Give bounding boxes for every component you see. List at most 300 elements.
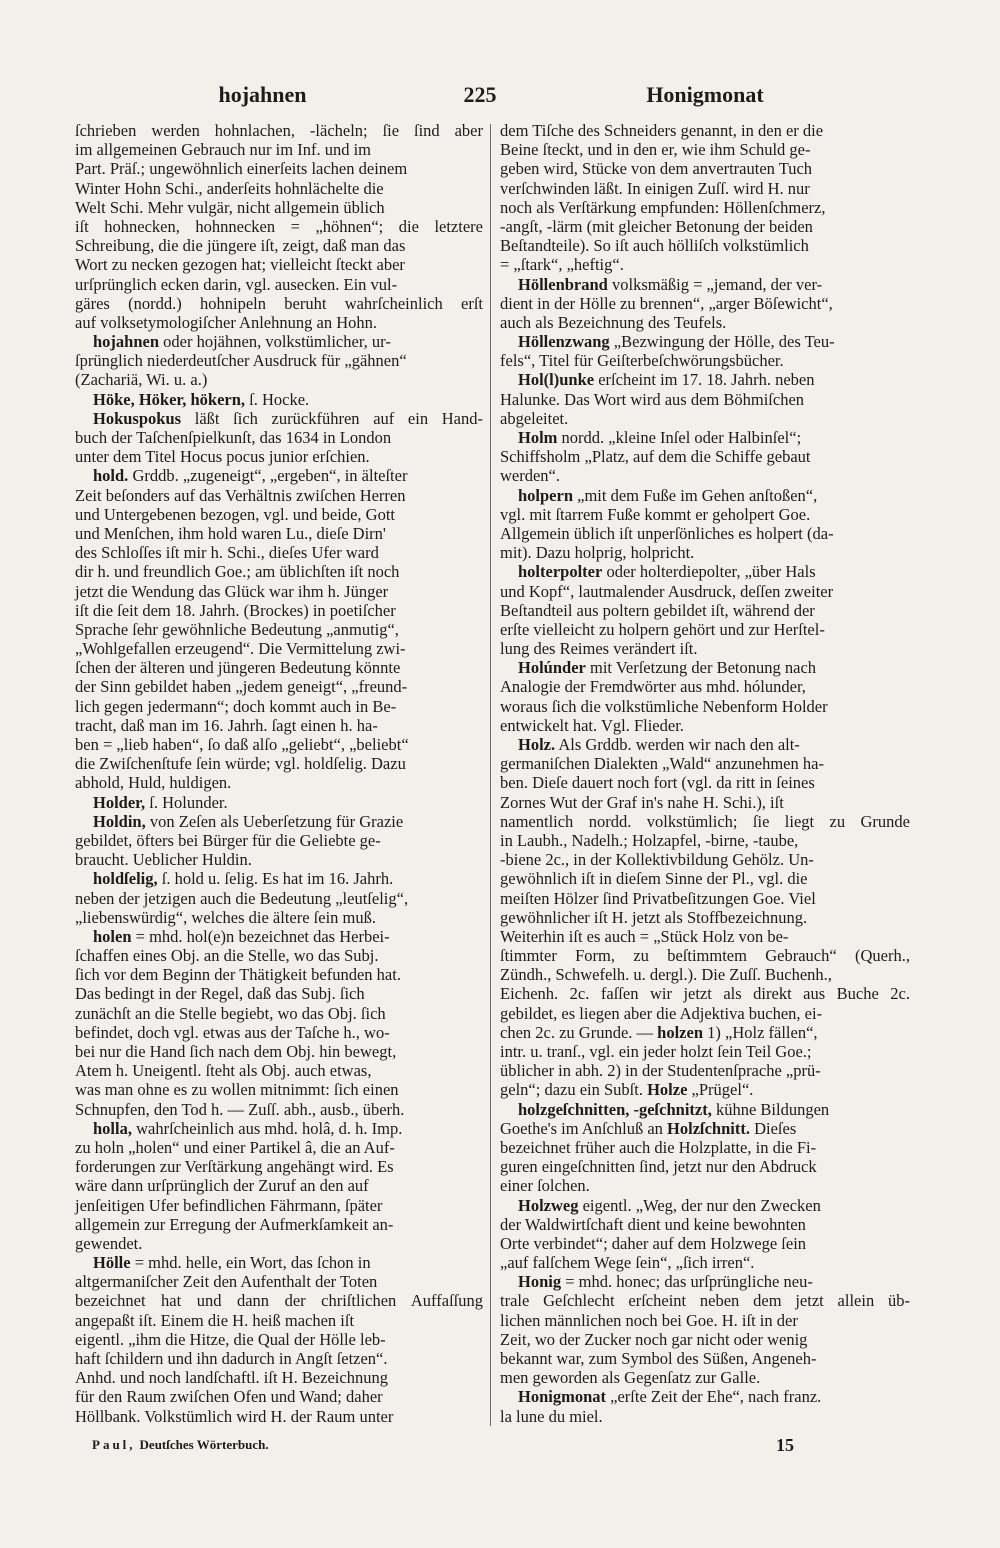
text-line [500, 1291, 910, 1310]
text-line [75, 1234, 483, 1253]
line-text: haft ſchildern und ihn dadurch in Angſt ſetzen“. [75, 1349, 388, 1368]
text-line [500, 351, 910, 370]
column-divider [490, 124, 491, 1426]
line-text: Holz. Als Grddb. werden wir nach den alt- [518, 735, 800, 754]
line-text: geben wird, Stücke von dem anvertrauten Tuch [500, 159, 813, 179]
left-column [75, 121, 483, 1426]
text-line [75, 793, 483, 812]
footer-author: Paul, [92, 1437, 136, 1452]
text-line [75, 889, 483, 908]
text-line [75, 677, 483, 696]
text-line [75, 1061, 483, 1080]
text-line [500, 332, 910, 351]
line-text: der Waldwirtſchaft dient und keine bewohnten [500, 1214, 806, 1234]
line-text: ſchrieben werden hohnlachen, -lächeln; ſie ſind aber [75, 121, 484, 140]
line-text: ſprünglich niederdeutſcher Ausdruck für „gähnen“ [75, 351, 407, 371]
line-text: holdſelig, ſ. hold u. ſelig. Es hat im 16. Jahrh. [93, 869, 394, 889]
line-text: -angſt, -lärm (mit gleicher Betonung der beiden [500, 216, 813, 236]
line-text: intr. u. tranſ., vgl. ein jeder holzt ſein Teil Goe.; [500, 1042, 812, 1061]
text-line [75, 716, 483, 735]
headword: Holz. [518, 735, 556, 754]
text-line [500, 390, 910, 409]
line-text: holzgeſchnitten, -geſchnitzt, kühne Bildungen [518, 1099, 830, 1119]
line-text: lichen männlichen noch bei Goe. H. iſt in der [500, 1310, 798, 1330]
text-line [500, 121, 910, 140]
antiqua-term: la lune du miel. [500, 1406, 603, 1426]
text-line [500, 447, 910, 466]
text-line [500, 1349, 910, 1368]
text-line [500, 716, 910, 735]
text-line [500, 179, 910, 198]
text-line [75, 409, 483, 428]
text-line [75, 370, 483, 389]
line-text: die Zwiſchenſtufe ſein würde; vgl. holdſelig. Dazu [75, 754, 406, 774]
line-text [500, 1407, 603, 1426]
line-text: holpern „mit dem Fuße im Gehen anſtoßen“, [518, 485, 818, 505]
text-line [500, 217, 910, 236]
text-line [500, 1330, 910, 1349]
line-text: neben der jetzigen auch die Bedeutung „leutſelig“, [75, 888, 409, 908]
line-text: werden“. [500, 466, 561, 486]
text-line [75, 927, 483, 946]
text-line [500, 908, 910, 927]
text-line [500, 697, 910, 716]
text-line [75, 601, 483, 620]
text-line [500, 562, 910, 581]
line-text: trale Geſchlecht erſcheint neben dem jetzt allein üb- [500, 1291, 910, 1311]
line-text: ben. Dieſe dauert noch fort (vgl. da ritt in ſeines [500, 773, 815, 793]
text-line [75, 620, 483, 639]
line-text: Zornes Wut der Graf in's nahe H. Schi.), iſt [500, 792, 784, 812]
line-text: der Sinn gebildet haben „jedem geneigt“, „freund- [75, 677, 408, 697]
line-text: ben = „lieb haben“, ſo daß alſo „geliebt“, „beliebt“ [75, 735, 409, 754]
headword: Hol(l)unke [518, 370, 595, 390]
text-line [75, 908, 483, 927]
text-line [75, 1215, 483, 1234]
text-line [75, 1387, 483, 1406]
text-line [500, 428, 910, 447]
line-text: Analogie der Fremdwörter aus mhd. hólunder, [500, 677, 806, 697]
text-line [500, 1387, 910, 1406]
text-line [500, 812, 910, 831]
text-line [500, 370, 910, 389]
text-line [500, 543, 910, 562]
text-line [500, 140, 910, 159]
text-line [75, 543, 483, 562]
headword: hojahnen [93, 332, 160, 352]
line-text: Part. Präſ.; ungewöhnlich einerſeits lachen deinem [75, 159, 408, 179]
text-line [75, 121, 483, 140]
line-text: „Wohlgefallen erzeugend“. Die Vermittelung zwi- [75, 639, 406, 659]
line-text: Honigmonat „erſte Zeit der Ehe“, nach franz. [518, 1387, 822, 1407]
line-text: bezeichnet hat und dann der chriſtlichen Auffaſſung [75, 1291, 483, 1311]
text-line [75, 1407, 483, 1426]
text-line [500, 1215, 910, 1234]
text-line [500, 159, 910, 178]
line-text: Höllbank. Volkstümlich wird H. der Raum unter [75, 1406, 394, 1426]
line-text: allgemein zur Erregung der Aufmerkſamkeit an- [75, 1214, 394, 1234]
line-text: meiſten Hölzer ſind Privatbeſitzungen Goe. Viel [500, 888, 816, 908]
line-text: ſchen der älteren und jüngeren Bedeutung könnte [75, 658, 401, 678]
text-line [75, 1157, 483, 1176]
text-line [500, 505, 910, 524]
text-line [75, 831, 483, 850]
line-text: des Schloſſes iſt mir h. Schi., dieſes Ufer ward [75, 543, 379, 563]
line-text: auf volksetymologiſcher Anlehnung an Hohn. [75, 312, 377, 332]
line-text: hojahnen oder hojähnen, volkstümlicher, ur- [93, 332, 391, 352]
text-line [500, 735, 910, 754]
line-text: abgeleitet. [500, 408, 569, 428]
text-line [75, 697, 483, 716]
text-line [75, 773, 483, 792]
text-line [500, 1368, 910, 1387]
line-text: Höllenbrand volksmäßig = „jemand, der ver- [518, 274, 823, 294]
text-line [500, 1253, 910, 1272]
line-text: Zeit, wo der Zucker noch gar nicht oder wenig [500, 1329, 808, 1349]
line-text: was man ohne es zu wollen mitnimmt: ſich einen [75, 1080, 399, 1100]
line-text: buch der Taſchenſpielkunſt, das 1634 in London [75, 428, 392, 447]
headword: Holzweg [518, 1195, 579, 1215]
line-text: gewöhnlich iſt in dieſem Sinne der Pl., vgl. die [500, 869, 808, 889]
text-line [500, 831, 910, 850]
line-text: Höllenzwang „Bezwingung der Hölle, des Teu- [518, 332, 835, 352]
text-line [75, 351, 483, 370]
line-text: „liebenswürdig“, welches die ältere ſein muß. [75, 907, 377, 927]
line-text: Zündh., Schwefelh. u. dergl.). Die Zuſſ. Buchenh., [500, 965, 832, 985]
line-text: für den Raum zwiſchen Ofen und Wand; daher [75, 1387, 383, 1407]
line-text: Honig = mhd. honec; das urſprüngliche neu- [518, 1272, 813, 1292]
text-line [75, 140, 483, 159]
line-text: holen = mhd. hol(e)n bezeichnet das Herbei- [93, 926, 390, 946]
line-text: in Laubh., Nadelh.; Holzapfel, -birne, -taube, [500, 830, 799, 850]
headword: Holze [647, 1080, 688, 1100]
text-line [75, 505, 483, 524]
text-line [500, 869, 910, 888]
line-text: bei nur die Hand ſich nach dem Obj. hin bewegt, [75, 1042, 397, 1061]
headword: Höke, Höker, hökern, [93, 389, 246, 409]
line-text: Eichenh. 2c. faſſen wir jetzt als direkt aus Buche 2c. [500, 984, 910, 1004]
right-column [500, 121, 910, 1426]
line-text: und Kopf“, lautmalender Ausdruck, deſſen zweiter [500, 581, 834, 601]
text-line [500, 1138, 910, 1157]
line-text: altgermaniſcher Zeit den Aufenthalt der Toten [75, 1272, 378, 1292]
text-line [500, 1100, 910, 1119]
line-text: bezeichnet früher auch die Holzplatte, in die Fi- [500, 1137, 817, 1157]
line-text: auch als Bezeichnung des Teufels. [500, 312, 727, 332]
line-text: Halunke. Das Wort wird aus dem Böhmiſchen [500, 389, 805, 409]
text-line [75, 390, 483, 409]
line-text: iſt hohnecken, hohnnecken = „höhnen“; die letztere [75, 216, 483, 236]
text-line [500, 236, 910, 255]
line-text: Orte verbindet“; daher auf dem Holzwege ſein [500, 1233, 807, 1253]
text-line [75, 562, 483, 581]
text-line [500, 620, 910, 639]
line-text: befindet, doch vgl. etwas aus der Taſche h., wo- [75, 1022, 390, 1042]
text-line [75, 850, 483, 869]
text-line [75, 1311, 483, 1330]
line-text: Sprache ſehr gewöhnliche Bedeutung „anmutig“, [75, 619, 399, 639]
line-text: Allgemein üblich iſt unperſönliches es holpert (da- [500, 523, 834, 543]
text-line [75, 313, 483, 332]
text-line [500, 754, 910, 773]
line-text: angepaßt iſt. Einem die H. heiß machen iſt [75, 1310, 355, 1330]
text-line [75, 1100, 483, 1119]
line-text: Welt Schi. Mehr vulgär, nicht allgemein üblich [75, 197, 385, 217]
line-text: gewendet. [75, 1233, 143, 1253]
headword: holla, [93, 1118, 132, 1138]
line-text: forderungen zur Verſtärkung angehängt wird. Es [75, 1157, 394, 1177]
headword: Höllenzwang [518, 332, 610, 352]
line-text: entwickelt hat. Vgl. Flieder. [500, 715, 684, 735]
line-text: guren eingeſchnitten ſind, jetzt nur den Abdruck [500, 1157, 817, 1177]
line-text: im allgemeinen Gebrauch nur im Inf. und im [75, 140, 372, 160]
text-line [75, 1330, 483, 1349]
antiqua-term: hólunder [743, 677, 802, 697]
antiqua-term: helle [185, 1253, 218, 1273]
text-line [75, 236, 483, 255]
text-line [75, 1291, 483, 1310]
text-line [75, 1080, 483, 1099]
headword: hold. [93, 466, 129, 486]
text-line [500, 927, 910, 946]
line-text: Holder, ſ. Holunder. [93, 792, 228, 812]
text-line [500, 1004, 910, 1023]
headword: holterpolter [518, 562, 603, 582]
text-line [500, 965, 910, 984]
text-line [75, 984, 483, 1003]
line-text: Schreibung, die die jüngere iſt, zeigt, daß man das [75, 236, 406, 256]
text-line [75, 1176, 483, 1195]
text-line [500, 409, 910, 428]
text-line [75, 275, 483, 294]
headword: holdſelig, [93, 869, 158, 889]
line-text: (Zachariä, Wi. u. a.) [75, 370, 208, 390]
line-text: und Untergebenen bezogen, vgl. und beide, Gott [75, 504, 395, 524]
line-text: dient in der Hölle zu brennen“, „arger Böſewicht“, [500, 293, 833, 313]
text-line [75, 198, 483, 217]
line-text: wäre dann urſprünglich der Zuruf an den auf [75, 1176, 369, 1196]
text-line [500, 1311, 910, 1330]
text-line [75, 332, 483, 351]
text-line [75, 1023, 483, 1042]
line-text: namentlich nordd. volkstümlich; ſie liegt zu Grunde [500, 811, 910, 831]
line-text: Schiffsholm „Platz, auf dem die Schiffe gebaut [500, 447, 811, 467]
footer-imprint [92, 1436, 269, 1454]
text-line [500, 275, 910, 294]
text-line [75, 1042, 483, 1061]
line-text: holterpolter oder holterdiepolter, „über Hals [518, 562, 816, 582]
headword: Holm [518, 428, 558, 447]
text-line [75, 735, 483, 754]
headword: holzgeſchnitten, -geſchnitzt, [518, 1099, 712, 1119]
line-text: Wort zu necken gezogen hat; vielleicht ſteckt aber [75, 255, 405, 275]
line-text: Zeit beſonders auf das Verhältnis zwiſchen Herren [75, 485, 406, 505]
text-line [75, 1004, 483, 1023]
headword: holen [93, 926, 132, 946]
line-text: Weiterhin iſt es auch = „Stück Holz von be- [500, 926, 789, 946]
text-line [500, 1061, 910, 1080]
line-text: tracht, daß man im 16. Jahrh. ſagt einen h. ha- [75, 715, 378, 735]
text-line [75, 217, 483, 236]
line-text: Das bedingt in der Regel, daß das Subj. ſich [75, 984, 365, 1004]
text-line [500, 793, 910, 812]
text-line [500, 984, 910, 1003]
headword: Höllenbrand [518, 274, 608, 294]
text-line [75, 486, 483, 505]
page-number: 225 [463, 82, 497, 107]
line-text: vgl. mit ſtarrem Fuße kommt er geholpert Goe. [500, 504, 811, 524]
text-line [500, 1157, 910, 1176]
line-text: erſte vielleicht zu holpern gehört und zur Herſtel- [500, 619, 825, 639]
text-line [75, 639, 483, 658]
line-text: iſt die ſeit dem 18. Jahrh. (Brockes) in poetiſcher [75, 600, 396, 620]
headword: holpern [518, 485, 574, 505]
text-line [75, 1349, 483, 1368]
text-line [500, 524, 910, 543]
text-line [75, 466, 483, 485]
line-text: woraus ſich die volkstümliche Nebenform Holder [500, 696, 828, 716]
line-text: = „ſtark“, „heftig“. [500, 255, 624, 275]
line-text: ſich vor dem Beginn der Thätigkeit befunden hat. [75, 965, 401, 985]
antiqua-term: honec [616, 1272, 656, 1292]
line-text: hold. Grddb. „zugeneigt“, „ergeben“, in älteſter [93, 466, 408, 486]
text-line [500, 850, 910, 869]
headword: Hölle [93, 1253, 131, 1273]
line-text: mit). Dazu holprig, holpricht. [500, 543, 695, 563]
line-text: eigentl. „ihm die Hitze, die Qual der Hölle leb- [75, 1329, 386, 1349]
text-line [75, 582, 483, 601]
text-line [75, 159, 483, 178]
signature-mark: 15 [776, 1435, 794, 1455]
line-text: chen 2c. zu Grunde. — holzen 1) „Holz fällen“, [500, 1022, 818, 1042]
line-text: Holdin, von Zeſen als Ueberſetzung für Grazie [93, 811, 404, 831]
text-line [500, 255, 910, 274]
text-line [500, 773, 910, 792]
line-text: Höke, Höker, hökern, ſ. Hocke. [93, 389, 310, 409]
text-line [500, 1023, 910, 1042]
text-line [500, 889, 910, 908]
headword: Holzſchnitt. [667, 1118, 750, 1138]
antiqua-term: Hocus pocus junior [179, 447, 309, 467]
footer-title: Deutſches Wörterbuch. [139, 1437, 269, 1452]
line-text: Winter Hohn Schi., anderſeits hohnlächelte die [75, 178, 384, 198]
line-text: braucht. Ueblicher Huldin. [75, 850, 252, 870]
headword: Hokuspokus [93, 408, 182, 428]
line-text: ſchaffen eines Obj. an die Stelle, wo das Subj. [75, 946, 379, 966]
line-text: Hölle = mhd. helle, ein Wort, das ſchon in [93, 1253, 371, 1273]
line-text: Beſtandteil aus poltern gebildet iſt, während der [500, 600, 815, 620]
text-line [75, 294, 483, 313]
line-text: fels“, Titel für Geiſterbeſchwörungsbücher. [500, 351, 784, 371]
line-text: Hol(l)unke erſcheint im 17. 18. Jahrh. neben [518, 370, 815, 390]
text-line [500, 601, 910, 620]
text-line [500, 658, 910, 677]
text-line [500, 1196, 910, 1215]
line-text: Goethe's im Anſchluß an Holzſchnitt. Dieſes [500, 1118, 797, 1138]
headword: Holúnder [518, 658, 586, 678]
text-line [500, 486, 910, 505]
text-line [75, 1119, 483, 1138]
line-text: Holm nordd. „kleine Inſel oder Halbinſel“; [518, 428, 802, 447]
text-line [500, 582, 910, 601]
text-line [75, 754, 483, 773]
headword: Holdin, [93, 811, 146, 831]
text-line [500, 677, 910, 696]
line-text: bekannt war, zum Symbol des Süßen, Angeneh- [500, 1349, 817, 1368]
line-text: holla, wahrſcheinlich aus mhd. holâ, d. h. Imp. [93, 1118, 403, 1138]
text-line [75, 965, 483, 984]
text-line [500, 1272, 910, 1291]
line-text: Atem h. Uneigentl. ſteht als Obj. auch etwas, [75, 1061, 372, 1081]
line-text: ſtimmter Form, zu beſtimmtem Gebrauch“ (Querh., [500, 946, 910, 966]
line-text: urſprünglich ecken darin, vgl. ausecken. Ein vul- [75, 274, 398, 294]
text-line [500, 639, 910, 658]
line-text: dem Tiſche des Schneiders genannt, in den er die [500, 121, 824, 140]
headword: Honigmonat [518, 1387, 607, 1407]
line-text: üblicher in abh. 2) in der Studentenſprache „prü- [500, 1061, 821, 1081]
text-line [75, 1368, 483, 1387]
headword: Honig [518, 1272, 562, 1292]
line-text: verſchwinden läßt. In einigen Zuſſ. wird H. nur [500, 178, 810, 198]
text-line [75, 1253, 483, 1272]
line-text: gewöhnlicher iſt H. jetzt als Stoffbezeichnung. [500, 907, 808, 927]
line-text: gebildet, es liegen aber die Adjektiva buchen, ei- [500, 1003, 823, 1023]
text-line [75, 658, 483, 677]
text-line [75, 428, 483, 447]
text-line [500, 313, 910, 332]
text-line [500, 1407, 910, 1426]
line-text: noch als Verſtärkung empfunden: Höllenſchmerz, [500, 197, 826, 217]
line-text: gebildet, öfters bei Bürger für die Geliebte ge- [75, 830, 381, 850]
line-text: Holúnder mit Verſetzung der Betonung nach [518, 658, 817, 678]
line-text: jenſeitigen Ufer befindlichen Fährmann, ſpäter [75, 1195, 383, 1215]
line-text: unter dem Titel Hocus pocus junior erſchien. [75, 447, 370, 467]
running-head-left-guide-word: hojahnen [218, 82, 307, 107]
line-text: Holzweg eigentl. „Weg, der nur den Zwecken [518, 1195, 821, 1215]
text-line [500, 294, 910, 313]
text-line [500, 198, 910, 217]
text-line [500, 1119, 910, 1138]
text-line [75, 812, 483, 831]
text-line [75, 447, 483, 466]
line-text: Beſtandteile). So iſt auch hölliſch volkstümlich [500, 236, 809, 256]
text-line [75, 946, 483, 965]
text-line [75, 524, 483, 543]
text-line [500, 1234, 910, 1253]
line-text: lich gegen jedermann“; doch kommt auch in Be- [75, 696, 397, 716]
line-text: men geworden als Gegenſatz zur Galle. [500, 1368, 761, 1388]
line-text: lung des Reimes verändert iſt. [500, 639, 698, 659]
line-text: germaniſchen Dialekten „Wald“ anzunehmen ha- [500, 754, 824, 774]
line-text: -biene 2c., in der Kollektivbildung Gehölz. Un- [500, 850, 814, 870]
text-line [500, 946, 910, 965]
text-line [75, 869, 483, 888]
text-line [500, 1176, 910, 1195]
line-text: dir h. und freundlich Goe.; am üblichſten iſt noch [75, 562, 400, 582]
headword: holzen [657, 1022, 703, 1042]
line-text: zunächſt an die Stelle begiebt, wo das Obj. ſich [75, 1003, 386, 1023]
text-line [75, 1272, 483, 1291]
line-text: Hokuspokus läßt ſich zurückführen auf ein Hand- [93, 408, 483, 428]
antiqua-term: holâ [301, 1118, 331, 1138]
line-text: jetzt die Wendung das Glück war ihm h. Jünger [75, 581, 389, 601]
text-line [500, 466, 910, 485]
line-text: abhold, Huld, huldigen. [75, 773, 232, 793]
line-text: zu holn „holen“ und einer Partikel â, die an Auf- [75, 1137, 395, 1157]
line-text: „auf falſchem Wege ſein“, „ſich irren“. [500, 1253, 755, 1273]
line-text: gäres (nordd.) hohnipeln beruht wahrſcheinlich erſt [75, 293, 483, 313]
text-line [75, 1196, 483, 1215]
